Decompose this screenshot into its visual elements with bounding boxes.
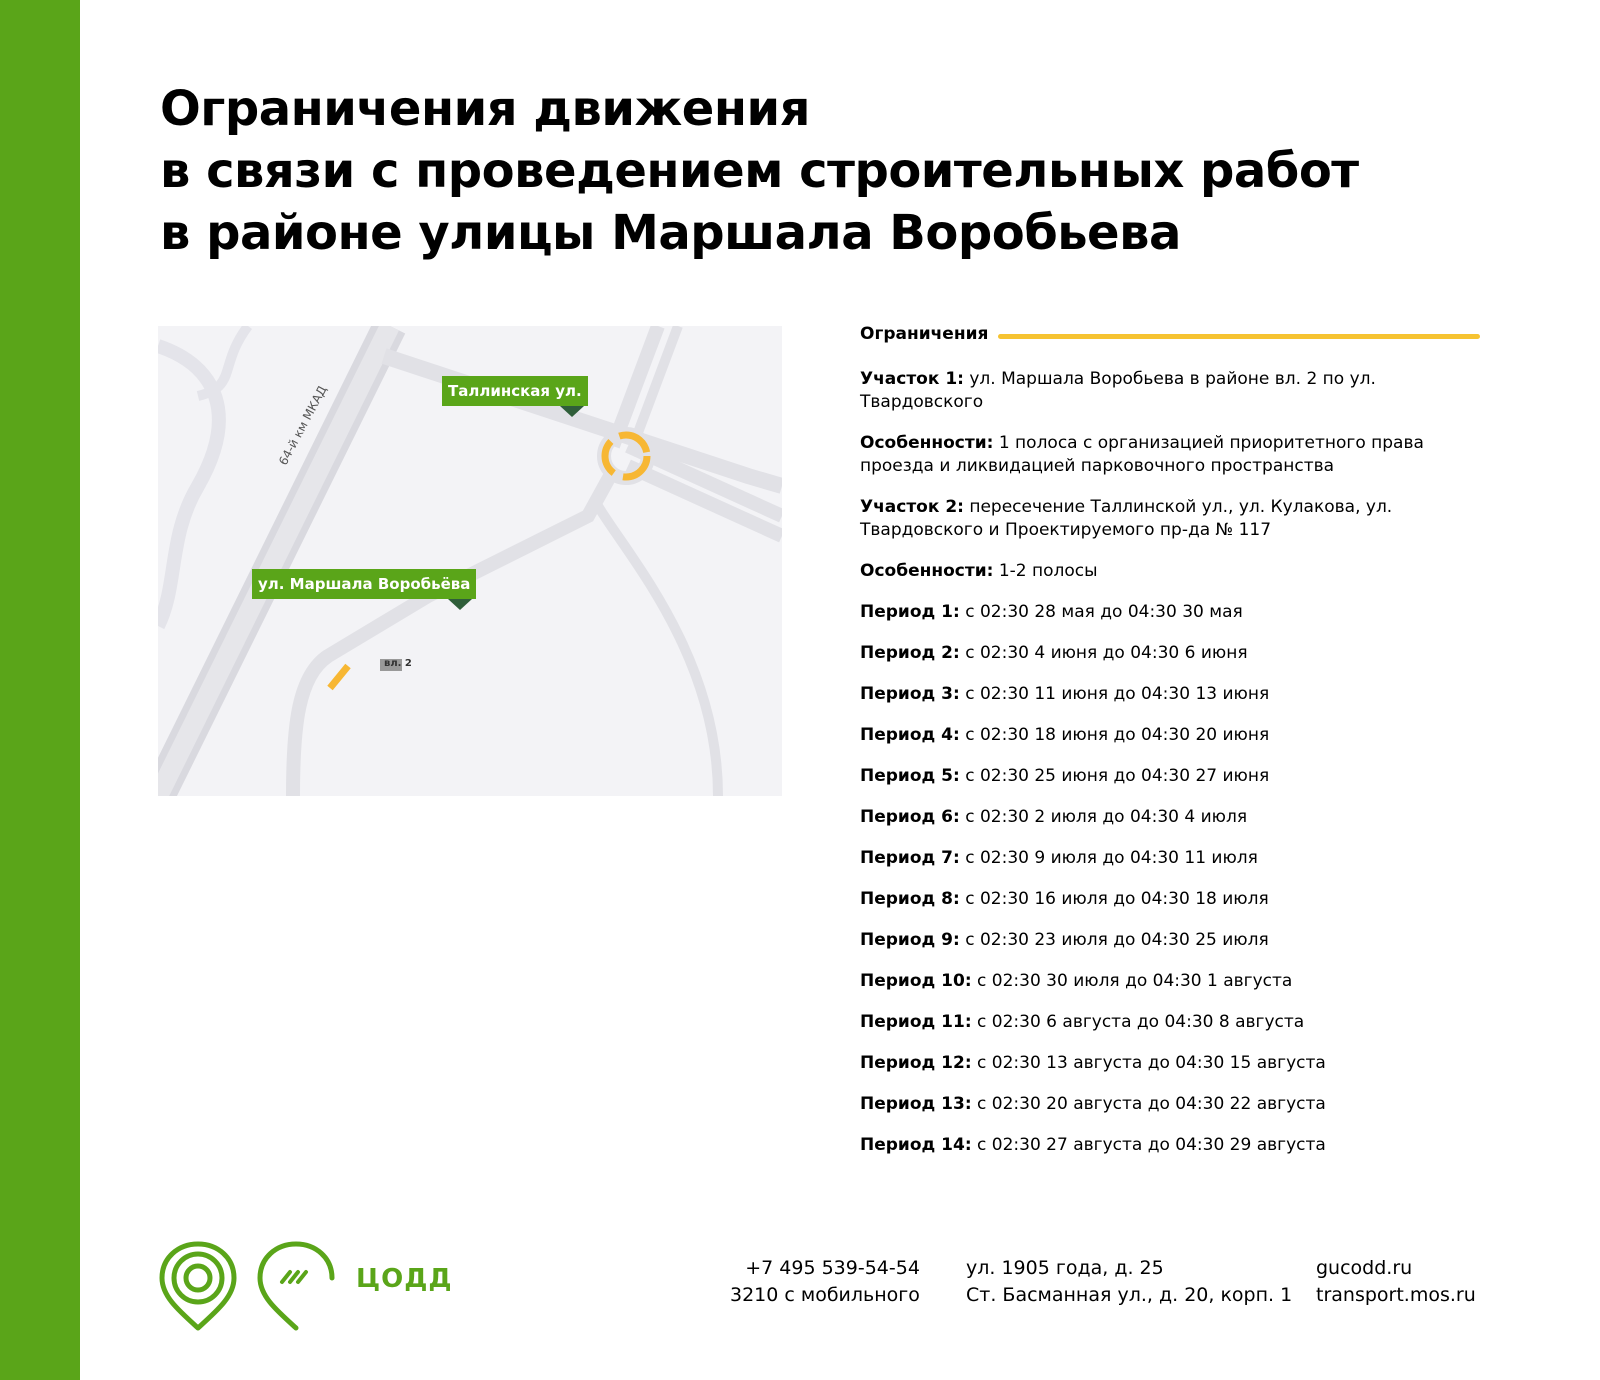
title-line-3: в районе улицы Маршала Воробьева (160, 205, 1181, 261)
period-item (860, 888, 1500, 911)
title-line-2: в связи с проведением строительных работ (160, 143, 1359, 199)
footer-addresses (966, 1255, 1292, 1309)
period-label: Период 9: (860, 930, 960, 950)
features-2 (860, 560, 1500, 583)
period-item (860, 1052, 1500, 1075)
period-text: с 02:30 9 июля до 04:30 11 июля (965, 848, 1258, 868)
period-item (860, 642, 1500, 665)
footer-phone-mobile: 3210 с мобильного (730, 1284, 920, 1306)
period-item (860, 1093, 1500, 1116)
period-label: Период 10: (860, 971, 972, 991)
features-2-label: Особенности: (860, 561, 994, 581)
period-label: Период 5: (860, 766, 960, 786)
period-item (860, 1011, 1500, 1034)
map-pin-icon (560, 406, 584, 417)
period-item (860, 601, 1500, 624)
period-text: с 02:30 20 августа до 04:30 22 августа (977, 1094, 1326, 1114)
tallinskaya-label-text: Таллинская ул. (448, 382, 582, 400)
section-2-text: пересечение Таллинской ул., ул. Кулакова, ул. Твардовского и Проектируемого пр-да № 117 (860, 497, 1393, 540)
period-item (860, 1134, 1500, 1157)
section-1 (860, 368, 1500, 414)
footer-phones (730, 1255, 920, 1309)
period-item (860, 683, 1500, 706)
period-text: с 02:30 27 августа до 04:30 29 августа (977, 1135, 1326, 1155)
title-line-1: Ограничения движения (160, 81, 810, 137)
footer-phone[interactable]: +7 495 539-54-54 (745, 1257, 920, 1279)
footer-address-2: Ст. Басманная ул., д. 20, корп. 1 (966, 1284, 1293, 1306)
codd-logo-icon (158, 1240, 348, 1340)
restrictions-panel (860, 324, 1500, 1175)
left-accent-bar (0, 0, 80, 1380)
map-pin-icon (448, 599, 472, 610)
period-item (860, 724, 1500, 747)
period-text: с 02:30 30 июля до 04:30 1 августа (977, 971, 1293, 991)
section-2 (860, 496, 1500, 542)
logo-text: ЦОДД (356, 1264, 453, 1294)
period-label: Период 14: (860, 1135, 972, 1155)
features-1-text: 1 полоса с организацией приоритетного права проезда и ликвидацией парковочного пространства (860, 433, 1424, 476)
period-item (860, 765, 1500, 788)
tallinskaya-label (442, 376, 588, 406)
marshal-label (252, 569, 476, 599)
period-label: Период 12: (860, 1053, 972, 1073)
area-map (158, 326, 782, 796)
features-1 (860, 432, 1500, 478)
restrictions-heading (860, 324, 1500, 348)
period-text: с 02:30 18 июня до 04:30 20 июня (965, 725, 1270, 745)
period-text: с 02:30 11 июня до 04:30 13 июня (965, 684, 1270, 704)
period-item (860, 847, 1500, 870)
period-label: Период 2: (860, 643, 960, 663)
period-text: с 02:30 13 августа до 04:30 15 августа (977, 1053, 1326, 1073)
period-label: Период 7: (860, 848, 960, 868)
period-label: Период 11: (860, 1012, 972, 1032)
features-1-label: Особенности: (860, 433, 994, 453)
heading-underline (998, 334, 1480, 339)
features-2-text: 1-2 полосы (998, 561, 1098, 581)
period-label: Период 13: (860, 1094, 972, 1114)
period-text: с 02:30 23 июля до 04:30 25 июля (965, 930, 1269, 950)
mkad-label: 64-й км МКАД (276, 383, 330, 468)
restrictions-heading-text: Ограничения (860, 324, 996, 344)
footer-website-1[interactable]: gucodd.ru (1316, 1257, 1413, 1279)
building-label: вл. 2 (384, 658, 412, 669)
period-item (860, 806, 1500, 829)
section-1-label: Участок 1: (860, 369, 964, 389)
period-text: с 02:30 25 июня до 04:30 27 июня (965, 766, 1270, 786)
period-label: Период 8: (860, 889, 960, 909)
period-label: Период 6: (860, 807, 960, 827)
marshal-label-text: ул. Маршала Воробьёва (258, 575, 471, 593)
period-label: Период 4: (860, 725, 960, 745)
section-2-label: Участок 2: (860, 497, 964, 517)
period-label: Период 3: (860, 684, 960, 704)
period-text: с 02:30 2 июля до 04:30 4 июля (965, 807, 1248, 827)
footer-address-1: ул. 1905 года, д. 25 (966, 1257, 1164, 1279)
page-title (160, 78, 1560, 264)
period-text: с 02:30 28 мая до 04:30 30 мая (965, 602, 1243, 622)
period-label: Период 1: (860, 602, 960, 622)
period-text: с 02:30 16 июля до 04:30 18 июля (965, 889, 1269, 909)
period-text: с 02:30 6 августа до 04:30 8 августа (977, 1012, 1305, 1032)
footer-websites (1316, 1255, 1476, 1309)
period-text: с 02:30 4 июня до 04:30 6 июня (965, 643, 1248, 663)
footer-website-2[interactable]: transport.mos.ru (1316, 1284, 1476, 1306)
section-1-text: ул. Маршала Воробьева в районе вл. 2 по ул. Твардовского (860, 369, 1376, 412)
period-item (860, 929, 1500, 952)
period-item (860, 970, 1500, 993)
